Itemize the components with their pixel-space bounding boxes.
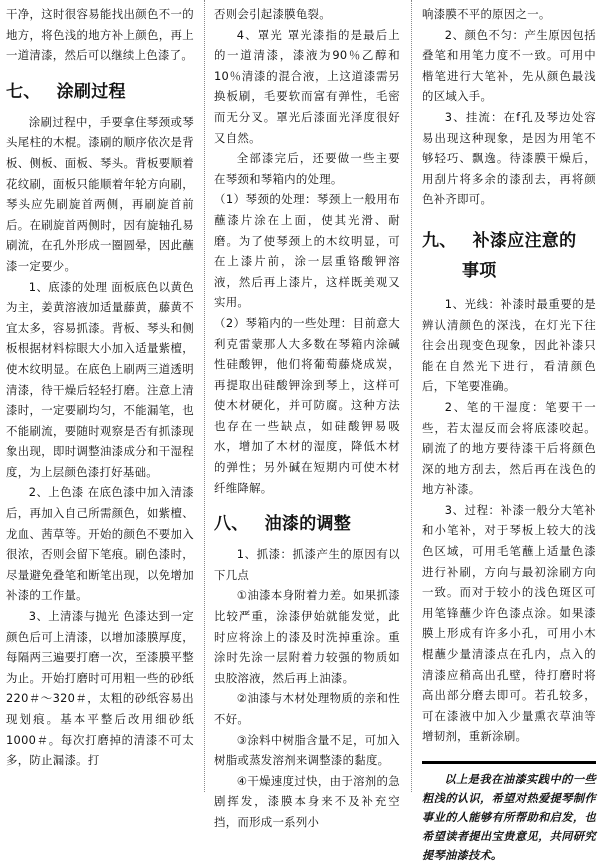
column-right [422,4,596,862]
section-heading [422,226,596,286]
paragraph: （1）琴颈的处理：琴颈上一般用布蘸漆片涂在上面，使其光滑、耐磨。为了使琴颈上的木纹明显，可在上漆片前，涂一层重铬酸钾溶液，然后再上漆片，这样既美观又实用。 [214,192,400,310]
column-divider [204,0,205,792]
section-title-line2: 事项 [462,260,497,281]
paragraph: 否则会引起漆膜龟裂。 [214,7,331,21]
paragraph: ④干燥速度过快，由于溶剂的急剧挥发，漆膜本身来不及补充空挡，而形成一系列小 [214,773,400,829]
section-heading [214,512,400,536]
section-heading [6,80,194,104]
paragraph: 3、挂流：在f孔及琴边处容易出现这种现象，是因为用笔不够轻巧、飘逸。待漆膜干燥后，用刮片将多余的漆刮去，再将颜色补齐即可。 [422,109,596,207]
paragraph: ③涂料中树脂含量不足，可加入树脂或蒸发溶剂来调整漆的黏度。 [214,732,400,768]
paragraph: 1、底漆的处理 面板底色以黄色为主，姜黄溶液加适量藤黄，藤黄不宜太多，容易抓漆。背板、琴头和侧板根据材料棕眼大小加入适量紫檀，使木纹明显。在底色上刷两三道透明清漆，待干燥后轻轻打磨。注意上清漆时，一定要刷均匀，不能漏笔，也不能刷流，要随时观察是否有抓漆现象出现，即时调整油漆成分和干湿程度，为上层颜色漆打好基础。 [6,279,194,479]
column-middle [214,4,400,829]
section-number: 八、 [214,514,249,535]
closing-divider [422,761,596,764]
paragraph: （2）琴箱内的一些处理：目前意大利克雷蒙那人大多数在琴箱内涂碱性硅酸钾，他们将葡萄藤烧成炭，再提取出硅酸钾涂到琴上，这样可使木材硬化，并可防腐。这种方法也存在一些缺点，如硅酸钾易吸水，增加了木材的湿度，降低木材的弹性；另外碱在短期内可使木材纤维降解。 [214,315,400,495]
column-divider [411,0,412,792]
paragraph: ②油漆与木材处理物质的亲和性不好。 [214,691,400,726]
paragraph: 响漆膜不平的原因之一。 [422,7,551,21]
paragraph: ①油漆本身附着力差。如果抓漆比较严重，涂漆伊始就能发觉，此时应将涂上的漆及时洗掉重涂。重涂时先涂一层附着力较强的物质如虫胶溶液，然后再上油漆。 [214,588,400,685]
paragraph: 1、抓漆：抓漆产生的原因有以下几点 [214,547,400,582]
section-title: 补漆应注意的 [472,230,577,251]
section-number: 九、 [422,230,457,251]
section-title: 油漆的调整 [264,514,352,535]
paragraph: 干净，这时很容易能找出颜色不一的地方，将色浅的地方补上颜色，再上一道清漆，然后可以继续上色漆了。 [6,7,194,63]
paragraph: 2、笔的干湿度：笔要干一些，若太湿反而会将底漆咬起。刷流了的地方要待漆干后将颜色深的地方刮去，然后再在浅色的地方补漆。 [422,399,596,497]
section-number: 七、 [6,81,41,102]
paragraph: 2、颜色不匀：产生原因包括叠笔和用笔力度不一致。可用中楷笔进行大笔补，先从颜色最浅的区域入手。 [422,27,596,104]
paragraph: 3、过程：补漆一般分大笔补和小笔补，对于琴板上较大的浅色区域，可用毛笔蘸上适量色漆进行补刷，方向与最初涂刷方向一致。而对于较小的浅色斑区可用笔锋蘸少许色漆点涂。如果漆膜上形成有许多小孔，可用小木棍蘸少量清漆点在孔内，点入的清漆应稍高出孔壁，待打磨时将高出部分磨去即可。若孔较多，可在漆液中加入少量熏衣草油等增韧剂，重新涂刷。 [422,502,596,744]
section-title: 涂刷过程 [56,81,126,102]
paragraph: 涂刷过程中，手要拿住琴颈或琴头尾柱的木棍。漆刷的顺序依次是背板、侧板、面板、琴头。背板要顺着花纹刷，面板只能顺着年轮方向刷，琴头应先刷旋首两侧，再刷旋首前后。在刷旋首两侧时，因有旋轴孔易刷流，在孔外形成一圈圆晕，因此蘸漆一定要少。 [6,114,194,273]
column-left [6,4,194,792]
paragraph: 3、上清漆与抛光 色漆达到一定颜色后可上清漆，以增加漆膜厚度，每隔两三遍要打磨一次，至漆膜平整为止。开始打磨时可用粗一些的砂纸220＃～320＃，太粗的砂纸容易出现划痕。基本平整后改用细砂纸1000＃。每次打磨掉的清漆不可太多，防止漏漆。打 [6,609,194,768]
paragraph: 1、光线：补漆时最重要的是辨认清颜色的深浅，在灯光下往往会出现变色现象，因此补漆只能在自然光下进行，看清颜色后，下笔要准确。 [422,296,596,394]
closing-note: 以上是我在油漆实践中的一些粗浅的认识，希望对热爱提琴制作事业的人能够有所帮助和启发，也希望读者提出宝贵意见，共同研究提琴油漆技术。 [422,772,596,862]
paragraph: 4、罩光 罩光漆指的是最后上的一道清漆，漆液为90％乙醇和10％清漆的混合液，上这道漆需另换板刷，毛要软而富有弹性，毛密而无分叉。罩光后漆面光泽度很好又自然。 [214,27,400,145]
paragraph: 2、上色漆 在底色漆中加入清漆后，再加入自己所需颜色，如紫檀、龙血、茜草等。开始的颜色不要加入很浓，否则会留下笔痕。刷色漆时，尽量避免叠笔和断笔出现，以免增加补漆的工作量。 [6,485,194,603]
paragraph: 全部漆完后，还要做一些主要在琴颈和琴箱内的处理。 [214,151,400,186]
